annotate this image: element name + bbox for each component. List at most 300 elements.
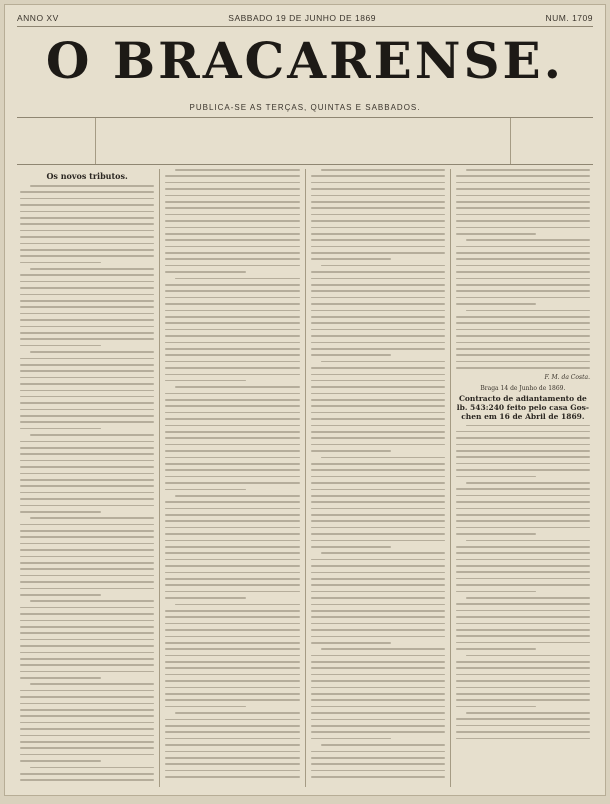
text-line (311, 329, 445, 331)
text-line (20, 204, 154, 206)
text-line (20, 262, 101, 264)
text-line (165, 418, 299, 420)
text-line (311, 757, 445, 759)
text-line (165, 520, 299, 522)
text-line (20, 294, 154, 296)
text-line (165, 572, 299, 574)
text-line (456, 188, 590, 190)
text-line (20, 543, 154, 545)
subscription-box-middle (96, 118, 510, 164)
text-line (165, 201, 299, 203)
text-line (165, 725, 299, 727)
text-line (20, 607, 154, 609)
text-line (20, 473, 154, 475)
text-line (311, 207, 445, 209)
text-line (20, 568, 154, 570)
article-body-4a (456, 169, 590, 369)
text-line (456, 182, 590, 184)
text-line (456, 431, 590, 433)
text-line (311, 667, 445, 669)
text-line (165, 482, 299, 484)
text-line (20, 223, 154, 225)
text-line (456, 463, 590, 465)
article-body-2 (165, 169, 299, 778)
text-line (466, 425, 590, 427)
text-line (20, 632, 154, 634)
text-line (311, 335, 445, 337)
text-line (165, 437, 299, 439)
text-line (311, 278, 445, 280)
text-line (456, 342, 590, 344)
text-line (165, 476, 299, 478)
text-line (311, 374, 445, 376)
text-line (456, 546, 590, 548)
column-2 (160, 169, 305, 787)
text-line (456, 520, 590, 522)
text-line (311, 533, 445, 535)
text-line (456, 316, 590, 318)
text-line (20, 556, 154, 558)
text-line (20, 255, 154, 257)
text-line (20, 402, 154, 404)
text-line (165, 457, 299, 459)
text-line (311, 380, 445, 382)
text-line (175, 386, 299, 388)
text-line (456, 571, 590, 573)
text-line (456, 214, 590, 216)
text-line (311, 604, 445, 606)
text-line (456, 201, 590, 203)
text-line (456, 175, 590, 177)
text-line (311, 540, 445, 542)
text-line (456, 565, 590, 567)
text-line (20, 345, 101, 347)
text-line (321, 552, 445, 554)
text-line (20, 396, 154, 398)
text-line (20, 332, 154, 334)
text-line (165, 636, 299, 638)
text-line (456, 514, 590, 516)
text-line (20, 773, 154, 775)
text-line (311, 348, 445, 350)
text-line (321, 265, 445, 267)
text-line (456, 629, 590, 631)
text-line (311, 610, 445, 612)
text-line (466, 310, 590, 312)
text-line (456, 367, 590, 369)
text-line (165, 220, 299, 222)
text-line (311, 399, 445, 401)
text-line (165, 559, 299, 561)
text-line (20, 747, 154, 749)
subscription-info-row (17, 117, 593, 165)
text-line (311, 623, 445, 625)
text-line (20, 715, 154, 717)
text-line (311, 674, 445, 676)
text-line (20, 703, 154, 705)
text-line (20, 760, 101, 762)
text-line (456, 680, 590, 682)
text-line (165, 629, 299, 631)
text-line (165, 661, 299, 663)
text-line (20, 313, 154, 315)
text-line (20, 594, 101, 596)
text-line (20, 377, 154, 379)
text-line (311, 303, 445, 305)
text-line (456, 354, 590, 356)
text-line (20, 505, 154, 507)
text-line (20, 370, 154, 372)
text-line (311, 201, 445, 203)
text-line (20, 338, 154, 340)
text-line (311, 437, 445, 439)
text-line (311, 252, 445, 254)
subscription-box-left (17, 118, 96, 164)
text-line (311, 367, 445, 369)
text-line (20, 562, 154, 564)
text-line (311, 725, 445, 727)
text-line (165, 687, 299, 689)
text-line (165, 265, 299, 267)
text-line (20, 652, 154, 654)
text-line (311, 776, 445, 778)
text-line (165, 252, 299, 254)
text-line (165, 751, 299, 753)
text-line (20, 466, 154, 468)
text-line (311, 597, 445, 599)
text-line (165, 501, 299, 503)
text-line (456, 591, 537, 593)
text-line (20, 281, 154, 283)
text-line (311, 527, 445, 529)
text-line (20, 645, 154, 647)
text-line (165, 719, 299, 721)
text-line (456, 731, 590, 733)
newspaper-page (4, 4, 606, 796)
text-line (165, 706, 246, 708)
text-line (165, 731, 299, 733)
text-line (311, 770, 445, 772)
text-line (165, 316, 299, 318)
text-line (165, 546, 299, 548)
text-line (311, 520, 445, 522)
text-line (165, 367, 299, 369)
text-line (311, 738, 392, 740)
text-line (311, 195, 445, 197)
text-line (165, 348, 299, 350)
text-line (20, 306, 154, 308)
publication-schedule: PUBLICA-SE AS TERÇAS, QUINTAS E SABBADOS. (189, 103, 421, 112)
article-columns (15, 169, 595, 787)
text-line (20, 319, 154, 321)
text-line (311, 712, 445, 714)
text-line (311, 584, 445, 586)
text-line (311, 297, 445, 299)
text-line (165, 527, 299, 529)
text-line (456, 220, 590, 222)
text-line (311, 655, 445, 657)
text-line (165, 329, 299, 331)
text-line (20, 421, 154, 423)
text-line (20, 300, 154, 302)
text-line (311, 233, 445, 235)
text-line (20, 479, 154, 481)
text-line (20, 696, 154, 698)
text-line (456, 271, 590, 273)
text-line (165, 425, 299, 427)
text-line (456, 623, 590, 625)
text-line (165, 533, 299, 535)
text-line (20, 709, 154, 711)
text-line (165, 552, 299, 554)
text-line (165, 738, 299, 740)
column-1 (15, 169, 160, 787)
text-line (311, 463, 445, 465)
text-line (456, 661, 590, 663)
text-line (311, 310, 445, 312)
text-line (20, 326, 154, 328)
text-line (456, 495, 590, 497)
text-line (20, 364, 154, 366)
dateline: Braga 14 de Junho de 1869. (480, 384, 566, 392)
text-line (311, 591, 445, 593)
text-line (165, 648, 299, 650)
text-line (456, 233, 537, 235)
text-line (456, 603, 590, 605)
text-line (165, 565, 299, 567)
text-line (20, 626, 154, 628)
text-line (165, 322, 299, 324)
text-line (165, 380, 246, 382)
text-line (165, 610, 299, 612)
text-line (20, 664, 154, 666)
text-line (20, 639, 154, 641)
text-line (456, 361, 590, 363)
text-line (456, 648, 537, 650)
text-line (20, 485, 154, 487)
text-line (311, 546, 392, 548)
text-line (311, 559, 445, 561)
text-line (20, 735, 154, 737)
text-line (456, 488, 590, 490)
signature: F. M. da Costa. (544, 373, 590, 381)
text-line (456, 227, 590, 229)
text-line (20, 390, 154, 392)
year-label: ANNO XV (17, 13, 59, 23)
text-line (165, 508, 299, 510)
text-line (175, 604, 299, 606)
text-line (456, 706, 537, 708)
newspaper-title: O BRACARENSE. (45, 31, 565, 90)
text-line (175, 169, 299, 171)
text-line (30, 351, 154, 353)
text-line (30, 767, 154, 769)
text-line (311, 706, 445, 708)
text-line (165, 374, 299, 376)
text-line (311, 188, 445, 190)
text-line (311, 393, 445, 395)
text-line (165, 444, 299, 446)
text-line (311, 763, 445, 765)
text-line (30, 600, 154, 602)
text-line (165, 597, 246, 599)
text-line (165, 763, 299, 765)
text-line (311, 616, 445, 618)
text-line (311, 425, 445, 427)
text-line (165, 303, 299, 305)
text-line (165, 233, 299, 235)
text-line (20, 383, 154, 385)
text-line (165, 284, 299, 286)
text-line (456, 718, 590, 720)
text-line (165, 667, 299, 669)
text-line (456, 533, 537, 535)
text-line (165, 246, 299, 248)
text-line (456, 322, 590, 324)
text-line (321, 361, 445, 363)
text-line (311, 290, 445, 292)
text-line (311, 386, 445, 388)
column-4 (451, 169, 595, 787)
text-line (20, 236, 154, 238)
text-line (321, 169, 445, 171)
text-line (466, 712, 590, 714)
column-3 (306, 169, 451, 787)
subscription-box-right (510, 118, 593, 164)
text-line (165, 776, 299, 778)
text-line (165, 335, 299, 337)
text-line (456, 290, 590, 292)
text-line (466, 655, 590, 657)
text-line (456, 284, 590, 286)
text-line (456, 616, 590, 618)
text-line (20, 581, 154, 583)
text-line (165, 399, 299, 401)
text-line (321, 744, 445, 746)
text-line (165, 271, 246, 273)
issue-date: SABBADO 19 DE JUNHO DE 1869 (228, 13, 376, 23)
text-line (20, 524, 154, 526)
text-line (20, 728, 154, 730)
text-line (165, 674, 299, 676)
text-line (311, 508, 445, 510)
text-line (321, 457, 445, 459)
text-line (311, 514, 445, 516)
text-line (456, 699, 590, 701)
text-line (311, 405, 445, 407)
text-line (311, 246, 445, 248)
text-line (165, 770, 299, 772)
text-line (311, 699, 445, 701)
text-line (311, 431, 445, 433)
text-line (456, 195, 590, 197)
text-line (30, 434, 154, 436)
masthead-rule (17, 26, 593, 27)
text-line (20, 211, 154, 213)
text-line (20, 511, 101, 513)
text-line (175, 712, 299, 714)
text-line (311, 450, 392, 452)
text-line (311, 444, 445, 446)
text-line (20, 198, 154, 200)
text-line (165, 182, 299, 184)
text-line (175, 278, 299, 280)
text-line (311, 636, 445, 638)
text-line (311, 412, 445, 414)
text-line (165, 207, 299, 209)
text-line (456, 508, 590, 510)
text-line (165, 642, 299, 644)
text-line (311, 751, 445, 753)
text-line (165, 757, 299, 759)
text-line (311, 572, 445, 574)
text-line (165, 342, 299, 344)
text-line (20, 690, 154, 692)
text-line (311, 680, 445, 682)
text-line (311, 489, 445, 491)
text-line (311, 271, 445, 273)
text-line (20, 588, 154, 590)
text-line (20, 287, 154, 289)
text-line (165, 361, 299, 363)
article-heading-4: Contracto de adiantamento de lb. 543:240 feito pelo casa Gos- chen em 16 de Abril de 1869. (456, 393, 590, 421)
text-line (456, 348, 590, 350)
text-line (456, 642, 590, 644)
text-line (20, 358, 154, 360)
text-line (165, 693, 299, 695)
text-line (311, 578, 445, 580)
text-line (165, 227, 299, 229)
issue-number: NUM. 1709 (545, 13, 593, 23)
text-line (311, 258, 392, 260)
text-line (165, 463, 299, 465)
text-line (20, 460, 154, 462)
text-line (456, 527, 590, 529)
text-line (165, 623, 299, 625)
text-line (165, 188, 299, 190)
text-line (311, 284, 445, 286)
article-body-3 (311, 169, 445, 778)
article-heading-1: Os novos tributos. (46, 171, 128, 181)
text-line (311, 418, 445, 420)
text-line (456, 725, 590, 727)
text-line (456, 687, 590, 689)
text-line (456, 578, 590, 580)
text-line (311, 731, 445, 733)
text-line (30, 517, 154, 519)
text-line (456, 635, 590, 637)
text-line (165, 514, 299, 516)
text-line (456, 501, 590, 503)
text-line (311, 687, 445, 689)
text-line (311, 719, 445, 721)
text-line (20, 677, 101, 679)
text-line (165, 680, 299, 682)
text-line (311, 316, 445, 318)
text-line (456, 335, 590, 337)
text-line (456, 329, 590, 331)
text-line (311, 239, 445, 241)
text-line (30, 683, 154, 685)
text-line (165, 616, 299, 618)
text-line (456, 246, 590, 248)
text-line (165, 310, 299, 312)
text-line (311, 469, 445, 471)
text-line (20, 530, 154, 532)
text-line (311, 482, 445, 484)
text-line (175, 495, 299, 497)
text-line (165, 469, 299, 471)
